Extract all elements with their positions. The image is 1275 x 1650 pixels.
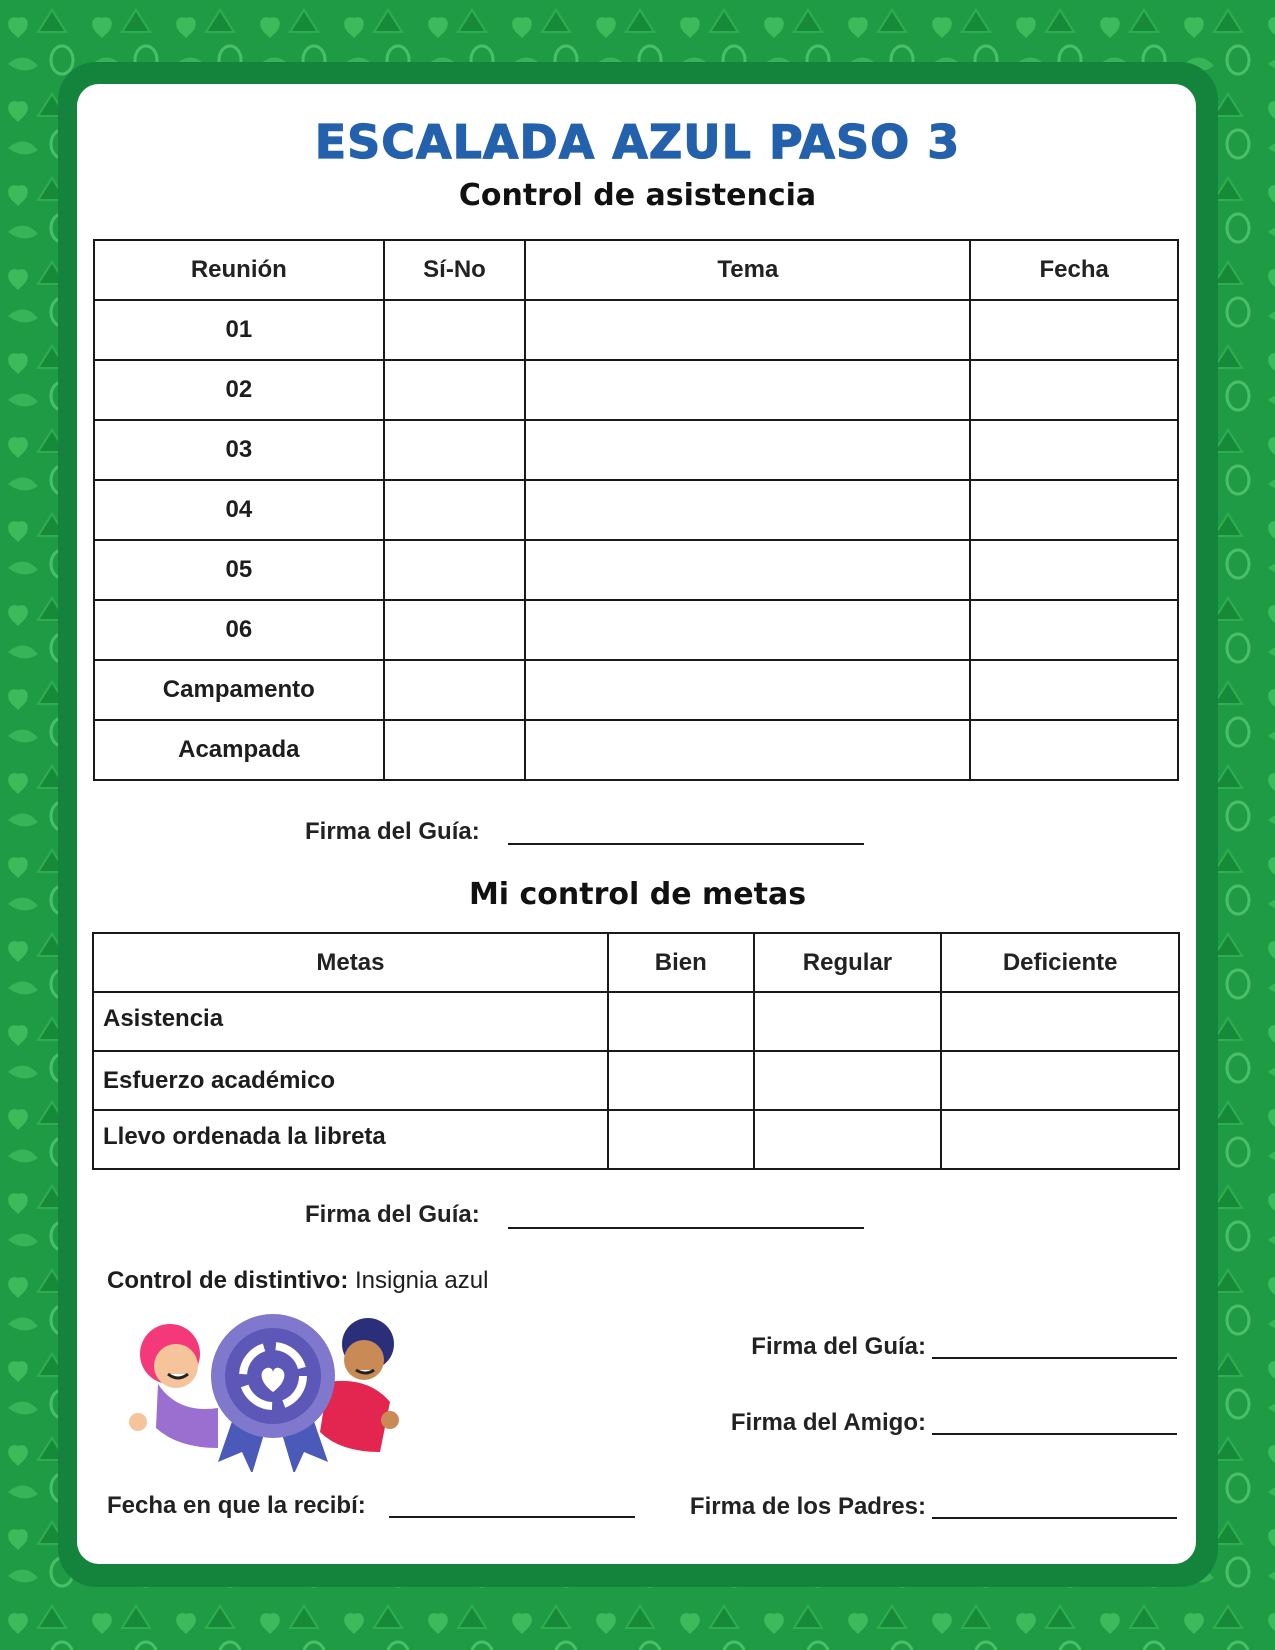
column-header: Deficiente xyxy=(941,933,1179,992)
date-received-label: Fecha en que la recibí: xyxy=(107,1492,366,1519)
date-cell[interactable] xyxy=(970,360,1178,420)
rating-deficient-cell[interactable] xyxy=(941,1110,1179,1169)
table-row xyxy=(93,1110,1179,1169)
goal-label: Esfuerzo académico xyxy=(93,1051,608,1110)
meeting-label: 03 xyxy=(94,420,384,480)
date-received-line[interactable] xyxy=(389,1516,635,1518)
rating-deficient-cell[interactable] xyxy=(941,992,1179,1051)
badge-control-value: Insignia azul xyxy=(354,1267,489,1294)
column-header: Fecha xyxy=(970,240,1178,300)
table-row xyxy=(94,480,1178,540)
table-row xyxy=(94,660,1178,720)
column-header: Reunión xyxy=(94,240,384,300)
attendance-table xyxy=(93,239,1179,781)
column-header: Bien xyxy=(608,933,754,992)
attendance-signature-label: Firma del Guía: xyxy=(305,818,480,845)
friend-signature-line[interactable] xyxy=(932,1433,1177,1435)
guide-signature-line[interactable] xyxy=(932,1357,1177,1359)
meeting-label: Campamento xyxy=(94,660,384,720)
yes-no-cell[interactable] xyxy=(384,480,526,540)
meeting-label: 05 xyxy=(94,540,384,600)
date-cell[interactable] xyxy=(970,600,1178,660)
topic-cell[interactable] xyxy=(525,300,970,360)
yes-no-cell[interactable] xyxy=(384,360,526,420)
guide-signature-label: Firma del Guía: xyxy=(751,1333,926,1360)
date-cell[interactable] xyxy=(970,420,1178,480)
parents-signature-label: Firma de los Padres: xyxy=(689,1493,926,1520)
meeting-label: 02 xyxy=(94,360,384,420)
yes-no-cell[interactable] xyxy=(384,660,526,720)
date-cell[interactable] xyxy=(970,540,1178,600)
topic-cell[interactable] xyxy=(525,600,970,660)
meeting-label: 04 xyxy=(94,480,384,540)
date-cell[interactable] xyxy=(970,660,1178,720)
topic-cell[interactable] xyxy=(525,720,970,780)
date-cell[interactable] xyxy=(970,480,1178,540)
table-header-row xyxy=(93,933,1179,992)
topic-cell[interactable] xyxy=(525,360,970,420)
goal-label: Llevo ordenada la libreta xyxy=(93,1110,608,1169)
meeting-label: Acampada xyxy=(94,720,384,780)
yes-no-cell[interactable] xyxy=(384,720,526,780)
rating-regular-cell[interactable] xyxy=(754,992,942,1051)
table-row xyxy=(94,300,1178,360)
badge-control-label: Control de distintivo: xyxy=(107,1267,349,1294)
rating-deficient-cell[interactable] xyxy=(941,1051,1179,1110)
goals-table xyxy=(92,932,1180,1170)
parents-signature-line[interactable] xyxy=(932,1517,1177,1519)
date-cell[interactable] xyxy=(970,300,1178,360)
topic-cell[interactable] xyxy=(525,420,970,480)
yes-no-cell[interactable] xyxy=(384,600,526,660)
rating-regular-cell[interactable] xyxy=(754,1110,942,1169)
table-row xyxy=(93,1051,1179,1110)
goals-signature-label: Firma del Guía: xyxy=(305,1201,480,1228)
yes-no-cell[interactable] xyxy=(384,420,526,480)
table-row xyxy=(93,992,1179,1051)
rating-good-cell[interactable] xyxy=(608,992,754,1051)
rating-regular-cell[interactable] xyxy=(754,1051,942,1110)
table-row xyxy=(94,540,1178,600)
table-header-row xyxy=(94,240,1178,300)
column-header: Metas xyxy=(93,933,608,992)
table-row xyxy=(94,600,1178,660)
goals-heading: Mi control de metas xyxy=(468,877,807,912)
topic-cell[interactable] xyxy=(525,480,970,540)
table-row xyxy=(94,720,1178,780)
yes-no-cell[interactable] xyxy=(384,540,526,600)
rating-good-cell[interactable] xyxy=(608,1110,754,1169)
column-header: Regular xyxy=(754,933,942,992)
kids-with-badge-icon xyxy=(128,1312,418,1472)
friend-signature-label: Firma del Amigo: xyxy=(730,1409,926,1436)
date-cell[interactable] xyxy=(970,720,1178,780)
yes-no-cell[interactable] xyxy=(384,300,526,360)
badge-control xyxy=(107,1267,488,1295)
topic-cell[interactable] xyxy=(525,660,970,720)
column-header: Tema xyxy=(525,240,970,300)
meeting-label: 01 xyxy=(94,300,384,360)
page-title: ESCALADA AZUL PASO 3 xyxy=(314,115,961,169)
column-header: Sí-No xyxy=(384,240,526,300)
attendance-signature-line[interactable] xyxy=(508,843,864,845)
badge-illustration xyxy=(128,1312,418,1472)
topic-cell[interactable] xyxy=(525,540,970,600)
goal-label: Asistencia xyxy=(93,992,608,1051)
goals-signature-line[interactable] xyxy=(508,1227,864,1229)
table-row xyxy=(94,420,1178,480)
meeting-label: 06 xyxy=(94,600,384,660)
attendance-heading: Control de asistencia xyxy=(458,178,817,213)
table-row xyxy=(94,360,1178,420)
rating-good-cell[interactable] xyxy=(608,1051,754,1110)
